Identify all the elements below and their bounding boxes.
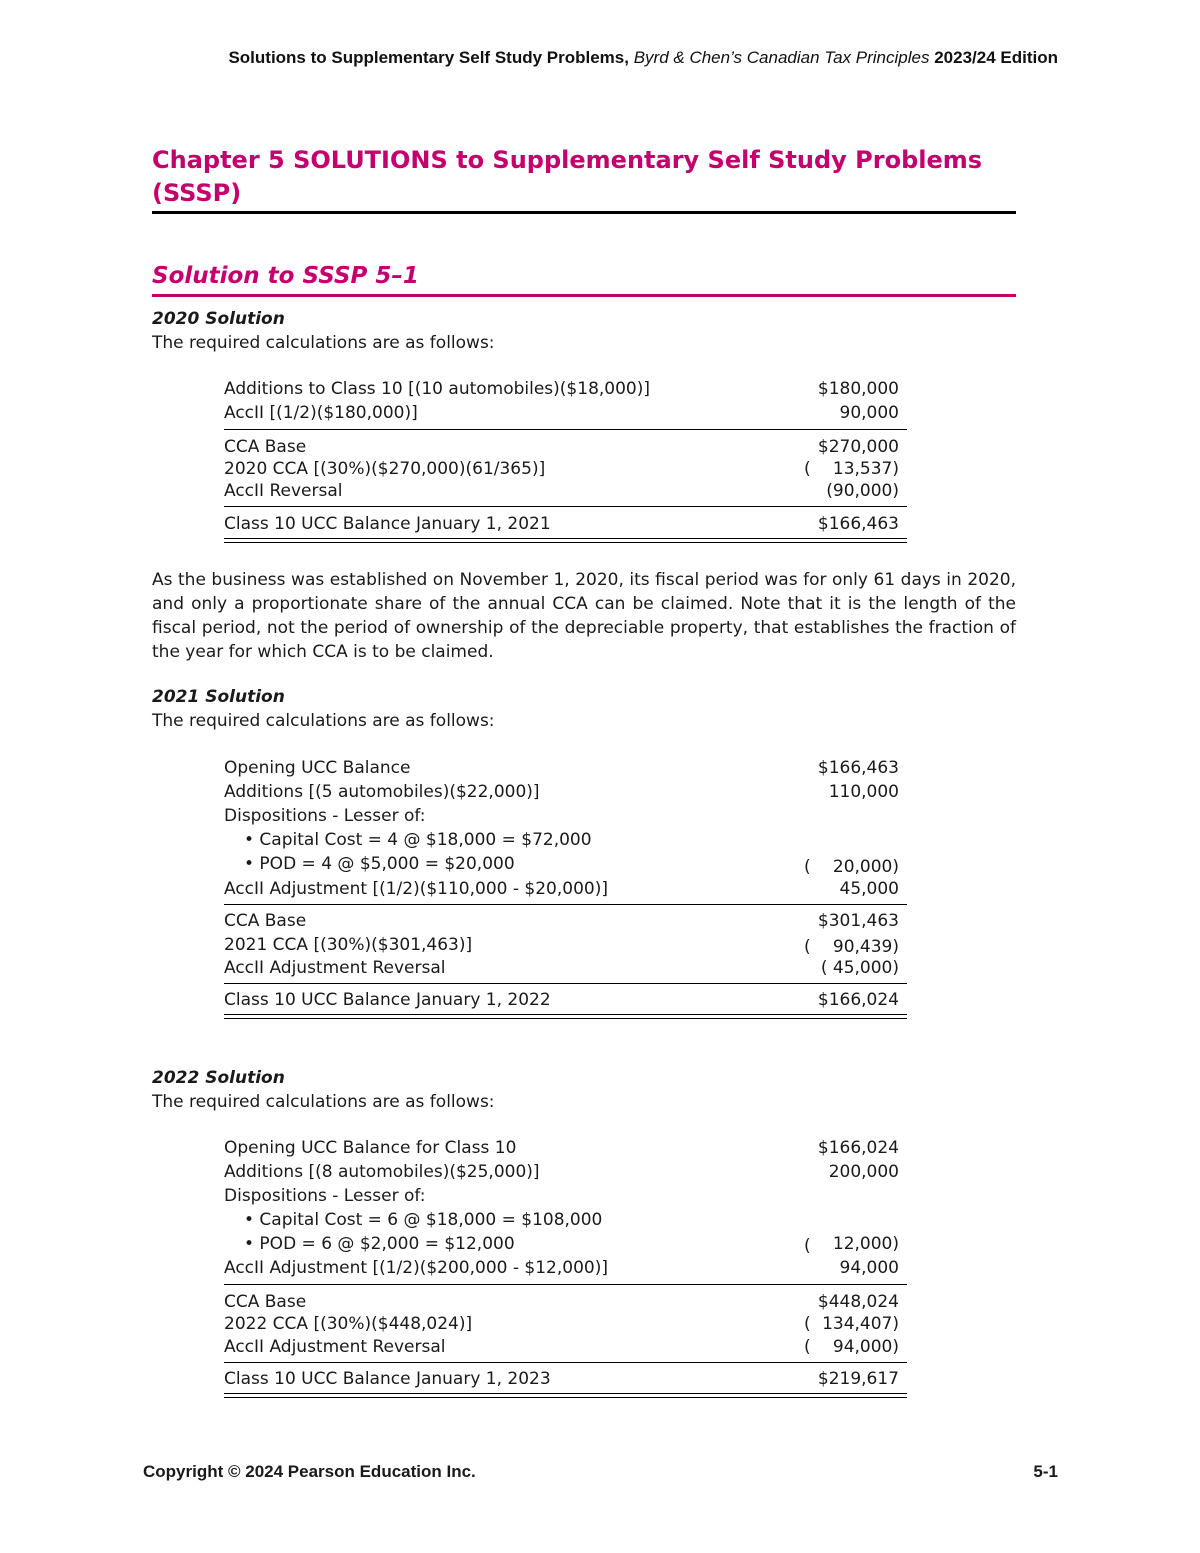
calc-row: Opening UCC Balance for Class 10 $166,024 [224,1138,899,1158]
calc-row: Class 10 UCC Balance January 1, 2022 $166,024 [224,990,899,1010]
intro-2022: The required calculations are as follows: [152,1092,495,1112]
calc-row: Class 10 UCC Balance January 1, 2021 $166,463 [224,514,899,534]
calc-row: AccII Adjustment [(1/2)($110,000 - $20,000)] 45,000 [224,879,899,899]
copyright-notice: Copyright © 2024 Pearson Education Inc. [143,1462,476,1481]
calc-row: CCA Base $301,463 [224,911,899,931]
explanation-paragraph: As the business was established on November 1, 2020, its fiscal period was for only 61 days in 2020, and only a proportionate share of the annual CCA can be claimed. Note that it is the length of the fiscal period, not the period of ownership of the depreciable property, that establishes the fraction of the year for which CCA is to be claimed. [152,570,1016,662]
subtotal-rule [224,429,907,430]
subtotal-rule [224,506,907,507]
header-prefix: Solutions to Supplementary Self Study Problems, [228,48,629,67]
chapter-rule [152,211,1016,214]
calc-row: • Capital Cost = 4 @ $18,000 = $72,000 [244,830,592,850]
heading-2021: 2021 Solution [152,687,285,707]
calc-row: 2022 CCA [(30%)($448,024)] ( 134,407) [224,1314,899,1334]
calc-row: Dispositions - Lesser of: [224,806,426,826]
total-double-rule [224,1393,907,1398]
running-header [0,48,1058,68]
solution-rule [152,294,1016,297]
calc-row: Additions [(5 automobiles)($22,000)] 110,000 [224,782,899,802]
subtotal-rule [224,1284,907,1285]
calc-row: 2021 CCA [(30%)($301,463)] ( 90,439) [224,935,899,957]
calc-row: Dispositions - Lesser of: [224,1186,426,1206]
intro-2020: The required calculations are as follows: [152,333,495,353]
solution-title: Solution to SSSP 5–1 [152,263,419,289]
chapter-title: Chapter 5 SOLUTIONS to Supplementary Self Study Problems (SSSP) [152,146,983,207]
calc-row: AccII Reversal (90,000) [224,481,899,501]
calc-row: Additions [(8 automobiles)($25,000)] 200,000 [224,1162,899,1182]
calc-row: CCA Base $448,024 [224,1292,899,1312]
intro-2021: The required calculations are as follows: [152,711,495,731]
header-edition: 2023/24 Edition [934,48,1058,67]
calc-row: AccII Adjustment Reversal ( 94,000) [224,1337,899,1357]
heading-2020: 2020 Solution [152,309,285,329]
calc-row: Class 10 UCC Balance January 1, 2023 $219,617 [224,1369,899,1389]
subtotal-rule [224,983,907,984]
calc-table-2021 [224,758,907,1023]
calc-row: • Capital Cost = 6 @ $18,000 = $108,000 [244,1210,603,1230]
subtotal-rule [224,904,907,905]
calc-row: 2020 CCA [(30%)($270,000)(61/365)] ( 13,537) [224,459,899,479]
calc-table-2022 [224,1138,907,1403]
total-double-rule [224,1014,907,1019]
header-book-title: Byrd & Chen’s Canadian Tax Principles [633,48,930,67]
calc-row: CCA Base $270,000 [224,437,899,457]
total-double-rule [224,538,907,543]
heading-2022: 2022 Solution [152,1068,285,1088]
calc-row: AccII Adjustment [(1/2)($200,000 - $12,000)] 94,000 [224,1258,899,1278]
calc-row: • POD = 6 @ $2,000 = $12,000 ( 12,000) [244,1234,899,1256]
calc-table-2020 [224,379,907,549]
subtotal-rule [224,1362,907,1363]
calc-row: AccII Adjustment Reversal ( 45,000) [224,958,899,978]
calc-row: AccII [(1/2)($180,000)] 90,000 [224,403,899,423]
calc-row: Additions to Class 10 [(10 automobiles)($18,000)] $180,000 [224,379,899,399]
page-number: 5-1 [1033,1462,1058,1481]
calc-row: • POD = 4 @ $5,000 = $20,000 ( 20,000) [244,854,899,877]
calc-row: Opening UCC Balance $166,463 [224,758,899,778]
page-footer [143,1462,1058,1482]
